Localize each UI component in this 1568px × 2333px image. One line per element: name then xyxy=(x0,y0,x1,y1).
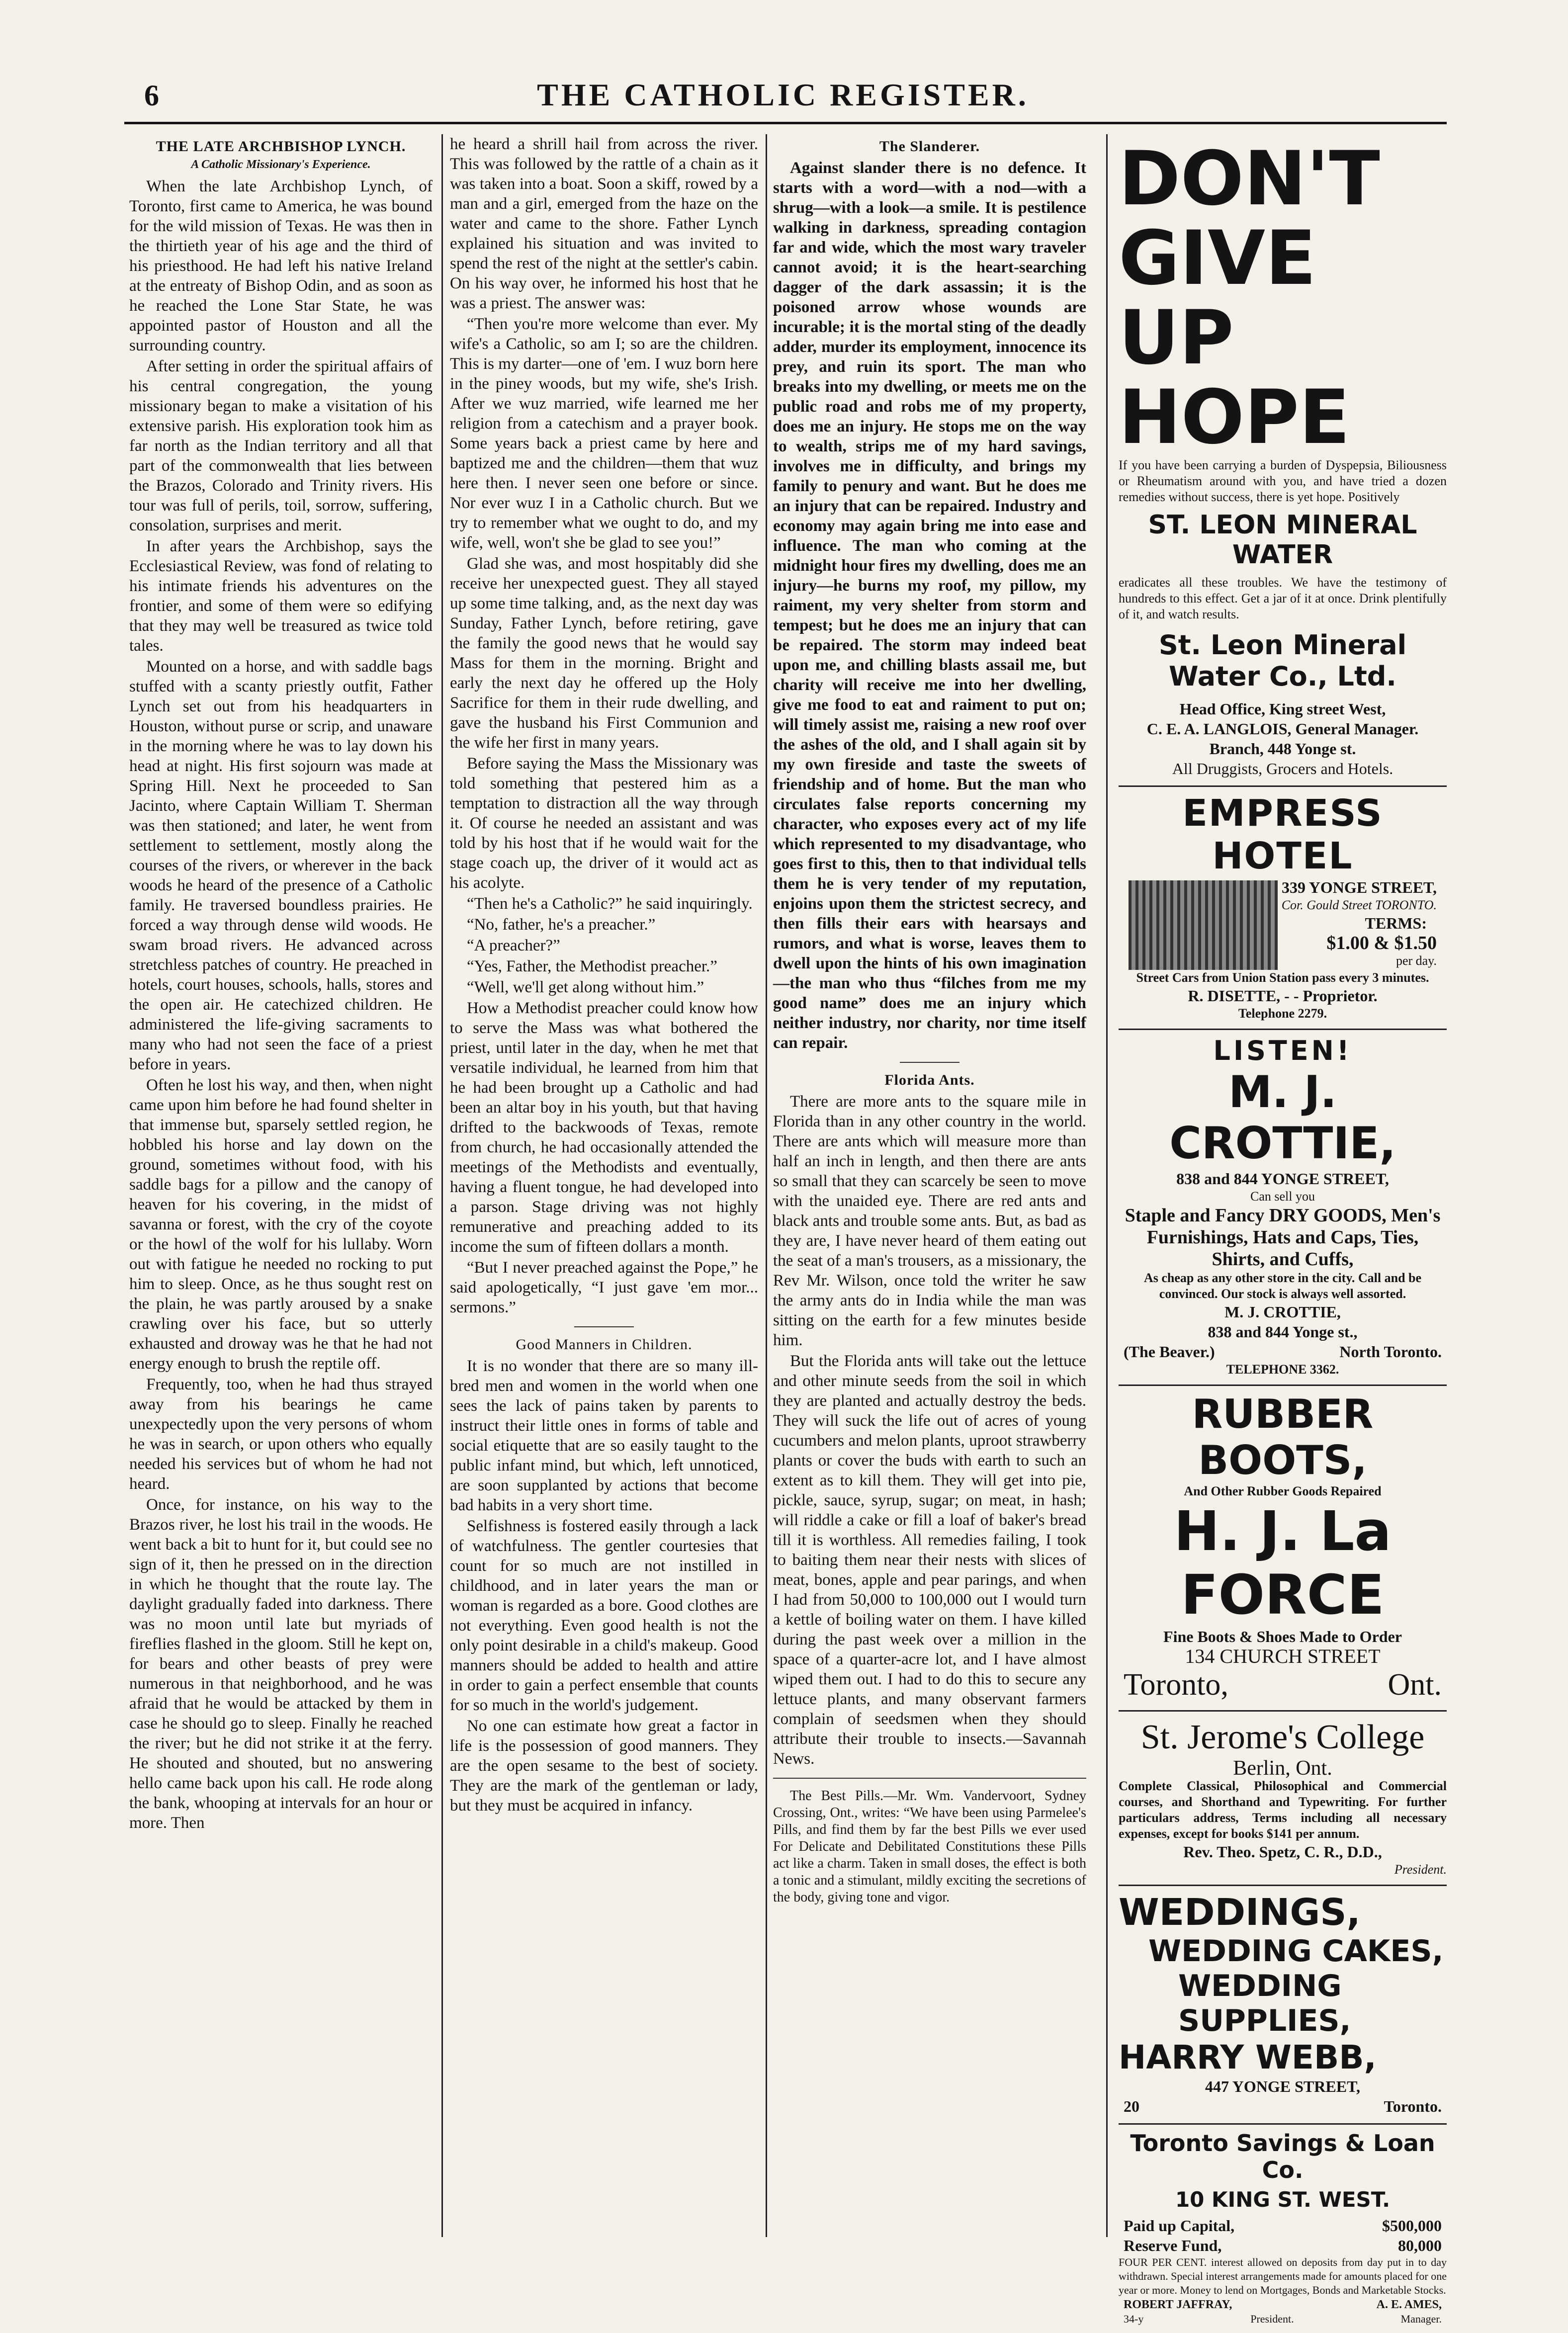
pills-notice: The Best Pills.—Mr. Wm. Vandervoort, Sydney Crossing, Ont., writes: “We have been using Parmelee's Pills, and find them by far the best Pills we ever used For Delicate and Debilitated Constitutions these Pills act like a charm. Taken in small doses, the effect is both a tonic and a stimulant, mildly exciting the secretions of the body, giving tone and vigor. xyxy=(773,1788,1086,1905)
column-3 xyxy=(773,134,1086,2237)
ad-text: Street Cars from Union Station pass every 3 minutes. xyxy=(1136,970,1429,985)
ad-paid-up-row xyxy=(1119,2216,1447,2236)
ad-telephone: Telephone 2279. xyxy=(1238,1006,1327,1021)
ad-toronto-savings xyxy=(1119,2125,1447,2333)
ad-college: St. Jerome's College xyxy=(1140,1718,1425,1756)
ad-give-up: GIVE UP xyxy=(1119,215,1316,381)
ad-beaver: (The Beaver.) xyxy=(1124,1343,1215,1361)
ad-address: Head Office, King street West, xyxy=(1179,700,1386,718)
ad-location: Berlin, Ont. xyxy=(1233,1757,1332,1780)
paragraph: Before saying the Mass the Missionary was told something that pestered him as a temptation to distraction all the way through it. Of course he needed an assistant and was told by his host that if he would wait for the stage coach up, the driver of it would act as his acolyte. xyxy=(450,755,758,892)
paragraph: But the Florida ants will take out the lettuce and other minute seeds from the soil in which they are planted and actually destroy the beds. They will suck the life out of acres of young cucumbers and melon plants, uproot strawberry plants or cover the buds with earth to such an extent as to kill them. They will get into pie, pickle, sauce, syrup, sugar; on meat, in hash; will riddle a cake or fill a loaf of baker's bread till it is worthless. All remedies failing, I took to baiting them near their nests with slices of meat, bones, apple and pear parings, and when I had from 50,000 to 100,000 out I would turn a kettle of boiling water on them. I have killed during the past week over a million in the space of a quarter-acre lot, and I have almost wiped them out. I had to do this to secure any lettuce plants, and many observant farmers complain of seedsmen when they should attribute their trouble to insects.—Savannah News. xyxy=(773,1352,1086,1768)
paragraph: No one can estimate how great a factor in life is the possession of good manners. They are the open sesame to the best of society. They are the mark of the gentleman or lady, but they must be acquired in infancy. xyxy=(450,1717,758,1815)
ad-merchant: H. J. La FORCE xyxy=(1174,1499,1392,1627)
ad-st-jerome xyxy=(1119,1712,1447,1886)
article-subhead: A Catholic Missionary's Experience. xyxy=(191,158,371,171)
ad-value: 80,000 xyxy=(1398,2237,1442,2254)
ad-title: President. xyxy=(1394,1862,1447,1877)
ad-manager: C. E. A. LANGLOIS, General Manager. xyxy=(1146,720,1419,738)
ad-city: Toronto. xyxy=(1384,2097,1442,2115)
paragraph: “A preacher?” xyxy=(467,937,560,954)
ad-label: Reserve Fund, xyxy=(1124,2237,1222,2254)
column-divider xyxy=(766,134,767,2237)
ad-sellers: All Druggists, Grocers and Hotels. xyxy=(1172,760,1394,778)
ad-proprietor: R. DISETTE, - - Proprietor. xyxy=(1188,987,1378,1005)
ad-company: St. Leon Mineral Water Co., Ltd. xyxy=(1158,629,1407,692)
article-headline: The Slanderer. xyxy=(879,138,980,155)
column-2 xyxy=(450,134,758,2237)
paragraph: “Well, we'll get along without him.” xyxy=(467,978,704,996)
ad-address: 134 CHURCH STREET xyxy=(1185,1645,1381,1667)
paragraph: When the late Archbishop Lynch, of Toronto, first came to America, he was bound for the wild mission of Texas. He was then in the thirtieth year of his age and the third of his priesthood. He had left his native Ireland at the entreaty of Bishop Odin, and as soon as he reached the Lone Star State, he was appointed pastor of Houston and all the surrounding country. xyxy=(129,177,433,354)
ad-address: 10 KING ST. WEST. xyxy=(1175,2187,1391,2212)
ad-laforce xyxy=(1119,1386,1447,1712)
masthead xyxy=(124,75,1442,119)
ad-st-leon xyxy=(1119,134,1447,787)
paragraph: “Yes, Father, the Methodist preacher.” xyxy=(467,957,717,975)
page-number: 6 xyxy=(144,79,159,112)
ad-text: eradicates all these troubles. We have the testimony of hundreds to this effect. Get a jar of it at once. Drink plentifully of it, and watch results. xyxy=(1119,575,1447,621)
ad-company: Toronto Savings & Loan Co. xyxy=(1130,2130,1435,2183)
paragraph: It is no wonder that there are so many ill-bred men and women in the world when one sees the lack of pains taken by parents to instruct their little ones in forms of table and social etiquette that are so easily taught to the public infant mind, but which, left unnoticed, are soon supplanted by actions that become bad habits in a very short time. xyxy=(450,1357,758,1514)
paragraph: Selfishness is fostered easily through a lack of watchfulness. The gentler courtesies that count for so much are not instilled in childhood, and in later years the man or woman is regarded as a bore. Good clothes are not everything. Even good health is not the only point desirable in a child's makeup. Good manners should be added to health and attire in order to gain a perfect ensemble that counts for so much in the world's judgement. xyxy=(450,1517,758,1714)
ad-per-day: per day. xyxy=(1395,953,1437,968)
ad-signature: Rev. Theo. Spetz, C. R., D.D., xyxy=(1183,1843,1382,1861)
ad-branch: Branch, 448 Yonge st. xyxy=(1209,740,1356,758)
ad-manager: A. E. AMES, xyxy=(1376,2298,1442,2311)
ad-title: Manager. xyxy=(1400,2313,1442,2325)
hotel-engraving xyxy=(1129,880,1278,970)
ad-address: 838 and 844 Yonge st., xyxy=(1208,1323,1358,1341)
column-divider xyxy=(441,134,443,2237)
paragraph: How a Methodist preacher could know how to serve the Mass was what bothered the priest, until later in the day, when he met that versatile individual, he learned from him that he had been brought up a Catholic and had been an altar boy in his youth, but that having drifted to the backwoods of Texas, remote from church, he had occasionally attended the meetings of the Methodists and eventually, having a fluent tongue, he had developed into a parson. Stage driving was not highly remunerative and preaching added to its income the sum of fifteen dollars a month. xyxy=(450,999,758,1256)
ad-value: $500,000 xyxy=(1382,2217,1442,2235)
paragraph: “Then he's a Catholic?” he said inquiringly. xyxy=(467,895,753,913)
ad-text: As cheap as any other store in the city. Call and be convinced. Our stock is always well assorted. xyxy=(1143,1271,1422,1301)
article-headline: THE LATE ARCHBISHOP LYNCH. xyxy=(156,138,406,155)
paragraph: Often he lost his way, and then, when night came upon him before he had found shelter in that immense but, sparsely settled region, he hobbled his horse and lay down on the ground, sometimes without food, with his saddle bags for a pillow and the canopy of heaven for his covering, in the midst of savanna or forest, with the cry of the coyote or the howl of the wolf for his lullaby. Worn out with fatigue he needed no rocking to put him to sleep. Once, as he thus sought rest on the plain, he was partly aroused by a snake crawling over his face, but so utterly exhausted and droway was he that he had not energy enough to brush the reptile off. xyxy=(129,1076,433,1373)
ad-signature: M. J. CROTTIE, xyxy=(1224,1303,1341,1321)
ad-harry-row xyxy=(1119,2096,1447,2116)
paragraph: Once, for instance, on his way to the Brazos river, he lost his trail in the woods. He went back a bit to hunt for it, but could see no sign of it, then he pressed on in the direction in which he thought that the route lay. The daylight gradually faded into darkness. There was no moon until late but myriads of fireflies flashed in the gloom. Still he kept on, for bears and other beasts of prey were numerous in that neighborhood, and he was afraid that he would be attacked by them in case he should go to sleep. Finally he reached the river; but he did not strike it at the ferry. He shouted and shouted, but no answering hello came back upon his call. He rode along the bank, whooping at intervals for an hour or more. Then xyxy=(129,1496,433,1832)
ad-reserve-row xyxy=(1119,2236,1447,2255)
ad-text: If you have been carrying a burden of Dyspepsia, Biliousness or Rheumatism around with you, and have tried a dozen remedies without success, there is yet hope. Positively xyxy=(1119,458,1447,504)
masthead-rule xyxy=(124,122,1447,124)
ad-address: 339 YONGE STREET, xyxy=(1281,878,1437,896)
ad-text: Fine Boots & Shoes Made to Order xyxy=(1163,1628,1402,1645)
paragraph: In after years the Archbishop, says the Ecclesiastical Review, was fond of relating to his intimate friends his adventures on the frontier, and some of them were so edifying that they may well be treasured as twice told tales. xyxy=(129,537,433,655)
paragraph: There are more ants to the square mile in Florida than in any other country in the world. There are ants which will measure more than half an inch in length, and then there are ants so small that they can scarcely be seen to move with the unaided eye. There are red ants and black ants and trouble some ants. But, as bad as they are, I have never heard of them eating out the seat of a man's trousers, as a missionary, the Rev Mr. Wilson, once told the writer he saw the army ants do in India while the man was sitting on the earth for a few minutes beside him. xyxy=(773,1093,1086,1349)
separator xyxy=(900,1062,959,1063)
paragraph: Mounted on a horse, and with saddle bags stuffed with a scanty priestly outfit, Father Lynch set out from his headquarters in Houston, without purse or scrip, and unaware in the morning where he was to lay down his head at night. His first sojourn was made at Spring Hill. Next he proceeded to San Jacinto, where Captain William T. Sherman was then stationed; and later, he went from settlement to settlement, mostly along the courses of the rivers, or wherever in the back woods he heard of the presence of a Catholic family. He traversed boundless prairies. He forced a way through dense wild woods. He swam broad rivers. He advanced across stretchless patches of country. He preached in hotels, court houses, schools, halls, stores and the open air. He catechized children. He administered the life-giving sacraments to many who had not seen the face of a priest before in years. xyxy=(129,658,433,1073)
ad-north-toronto: North Toronto. xyxy=(1339,1343,1442,1361)
ad-terms: TERMS: xyxy=(1365,914,1427,932)
ad-price: $1.00 & $1.50 xyxy=(1326,933,1437,953)
ad-text: Can sell you xyxy=(1250,1189,1315,1204)
ad-text: FOUR PER CENT. interest allowed on deposits from day put in to day withdrawn. Special interest arrangements made for amounts placed for one year or more. Money to lend on Mortgages, Bonds and Marketable Stocks. xyxy=(1119,2256,1447,2296)
ad-beaver-row xyxy=(1119,1342,1447,1362)
ad-city: Toronto, xyxy=(1124,1668,1228,1702)
paragraph: After setting in order the spiritual affairs of his central congregation, the young missionary began to make a visitation of his extensive parish. His exploration took him as far north as the Indian territory and all that part of the commonwealth that lies between the Brazos, Colorado and Trinity rivers. His tour was full of perils, toil, sorrow, suffering, consolation, surprises and merit. xyxy=(129,357,433,534)
ad-wedding-cakes: WEDDING CAKES, xyxy=(1148,1934,1444,1969)
paragraph: Against slander there is no defence. It starts with a word—with a nod—with a shrug—with a look—a smile. It is pestilence walking in darkness, spreading contagion far and wide, which the most wary traveler cannot avoid; it is the heart-searching dagger of the dark assassin; it is the poisoned arrow whose wounds are incurable; it is the mortal sting of the deadly adder, murder its employment, innocence its prey, and ruin its sport. The man who breaks into my dwelling, or meets me on the public road and robs me of my property, does me an injury. He stops me on the way to wealth, strips me of my hard savings, involves me in difficulty, and brings my family to penury and want. But he does me an injury that can be repaired. Industry and economy may again bring me into ease and influence. The man who coming at the midnight hour fires my dwelling, does me an injury—he burns my roof, my pillow, my raiment, my very shelter from storm and tempest; but he does me an injury that can be repaired. The storm may indeed beat upon me, and chilling blasts assail me, but charity will receive me into her dwelling, give me food to eat and raiment to put on; will timely assist me, raising a new roof over the ashes of the old, and I shall again sit by my own fireside and taste the sweets of friendship and of home. But the man who circulates false reports concerning my character, who exposes every act of my life which represented to my disadvantage, who goes first to this, then to that individual tells them he is very tender of my reputation, enjoins upon them the strictest secrecy, and then fills their ears with hearsays and rumors, and what is worse, leaves them to dwell upon the hints of his own imagination—the man who thus “filches from me my good name” does me an injury which neither industry, nor charity, nor time itself can repair. xyxy=(773,159,1086,1052)
ads-column xyxy=(1119,134,1447,2325)
ad-wedding-supplies: WEDDING SUPPLIES, xyxy=(1178,1969,1351,2038)
paragraph: “But I never preached against the Pope,” he said apologetically, “I just gave 'em mor... sermons.” xyxy=(450,1259,758,1316)
ad-president: ROBERT JAFFRAY, xyxy=(1124,2298,1232,2311)
ad-merchant: M. J. CROTTIE, xyxy=(1169,1066,1396,1169)
ad-hotel-name: EMPRESS HOTEL xyxy=(1182,792,1383,877)
ad-weddings: WEDDINGS, xyxy=(1119,1891,1361,1934)
article-headline: Florida Ants. xyxy=(884,1072,975,1088)
ad-text: Complete Classical, Philosophical and Commercial courses, and Shorthand and Typewriting. For further particulars address, Terms including all necessary expenses, except for books $141 per annum. xyxy=(1119,1779,1447,1841)
ad-dont: DON'T xyxy=(1119,136,1380,222)
ad-number: 20 xyxy=(1124,2097,1139,2115)
column-divider xyxy=(1106,134,1108,2237)
ad-text: And Other Rubber Goods Repaired xyxy=(1184,1484,1382,1498)
ad-address: 838 and 844 YONGE STREET, xyxy=(1176,1170,1389,1188)
separator xyxy=(773,1778,1086,1779)
ad-telephone: TELEPHONE 3362. xyxy=(1226,1362,1339,1377)
ad-product: ST. LEON MINERAL WATER xyxy=(1148,510,1417,570)
separator xyxy=(574,1326,634,1327)
paragraph: “No, father, he's a preacher.” xyxy=(467,916,656,934)
article-headline: Good Manners in Children. xyxy=(516,1336,693,1353)
ad-corner: Cor. Gould Street TORONTO. xyxy=(1281,898,1437,912)
ad-crottie xyxy=(1119,1030,1447,1386)
ad-address: 447 YONGE STREET, xyxy=(1205,2077,1361,2095)
ad-merchant: HARRY WEBB, xyxy=(1119,2038,1377,2076)
ad-listen: LISTEN! xyxy=(1213,1035,1352,1066)
ad-officers-row xyxy=(1119,2297,1447,2312)
ad-empress-hotel xyxy=(1119,787,1447,1030)
ad-harry-webb xyxy=(1119,1886,1447,2125)
newspaper-title: THE CATHOLIC REGISTER. xyxy=(537,77,1029,112)
paragraph: Glad she was, and most hospitably did she receive her unexpected guest. They all stayed up some time talking, and, as the next day was Sunday, Father Lynch, before retiring, gave the family the good news that he would say Mass for them in the morning. Bright and early the next day he offered up the Holy Sacrifice for them in their rude dwelling, and gave the husband his First Communion and the wife her first in many years. xyxy=(450,555,758,752)
ad-hope: HOPE xyxy=(1119,374,1350,461)
paragraph: he heard a shrill hail from across the river. This was followed by the rattle of a chain as it was taken into a boat. Soon a skiff, rowed by a man and a girl, emerged from the haze on the water and came to the shore. Father Lynch explained his situation and was invited to spend the rest of the night at the settler's cabin. On his way over, he informed his host that he was a priest. The answer was: xyxy=(450,135,758,312)
paragraph: Frequently, too, when he had thus strayed away from his bearings he came unexpectedly upon the very persons of whom he was in search, or upon others who equally needed his services but of whom he had not heard. xyxy=(129,1376,433,1493)
column-1 xyxy=(129,134,433,2237)
ad-code: 34-y xyxy=(1124,2313,1144,2325)
paragraph: “Then you're more welcome than ever. My wife's a Catholic, so am I; so are the children. This is my darter—one of 'em. I wuz born here in the piney woods, but my wife, she's Irish. After we wuz married, wife learned me her religion from a catechism and a prayer book. Some years back a priest came by here and baptized me and the children—them that wuz here then. I never seen one before or since. Nor ever wuz I in a Catholic church. But we try to remember what we ought to do, and my wife, well, won't she be glad to see you!” xyxy=(450,315,758,552)
ad-province: Ont. xyxy=(1388,1668,1442,1702)
ad-goods: Staple and Fancy DRY GOODS, Men's Furnishings, Hats and Caps, Ties, Shirts, and Cuffs, xyxy=(1125,1205,1441,1270)
ad-titles-row xyxy=(1119,2312,1447,2326)
ad-city-row xyxy=(1119,1666,1447,1703)
ad-rubber-boots: RUBBER BOOTS, xyxy=(1192,1391,1374,1483)
ad-label: Paid up Capital, xyxy=(1124,2217,1235,2235)
ad-title: President. xyxy=(1250,2313,1294,2325)
